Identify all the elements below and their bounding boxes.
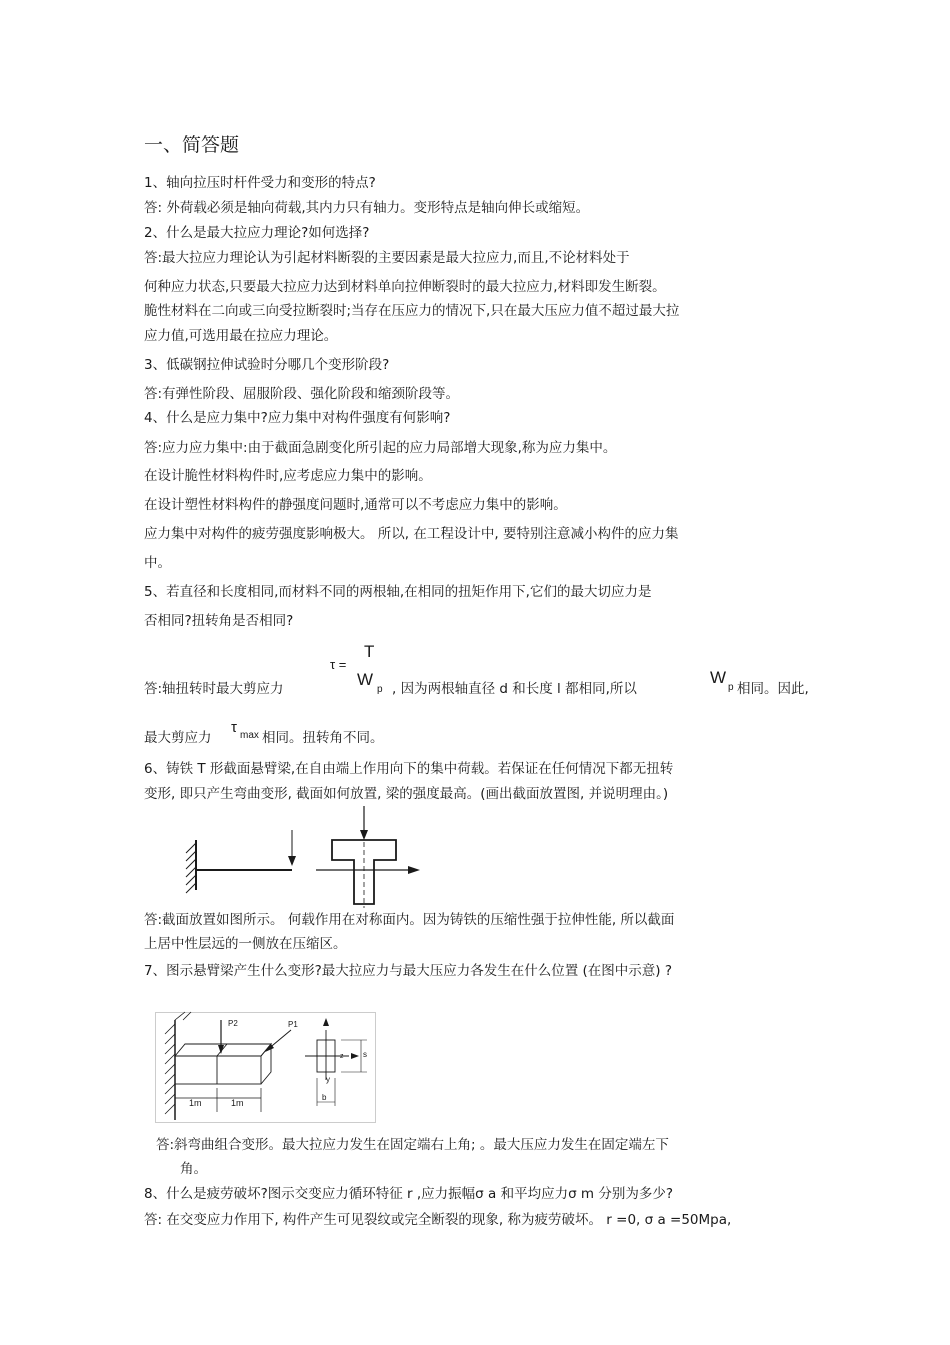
answer-4-line-4: 应力集中对构件的疲劳强度影响极大。 所以, 在工程设计中, 要特别注意减小构件的应力集 <box>144 526 679 542</box>
question-3: 3、低碳钢拉伸试验时分哪几个变形阶段? <box>144 357 390 373</box>
question-2: 2、什么是最大拉应力理论?如何选择? <box>144 225 370 241</box>
dimension-b-label: b <box>322 1093 327 1102</box>
answer-5-line-1-mid: , 因为两根轴直径 d 和长度 l 都相同,所以 <box>392 681 637 697</box>
answer-2-line-1: 答:最大拉应力理论认为引起材料断裂的主要因素是最大拉应力,而且,不论材料处于 <box>144 250 630 266</box>
dimension-s-label: s <box>363 1050 367 1059</box>
max-shear-symbol: τ <box>231 719 237 736</box>
dimension-1m-left: 1m <box>189 1098 202 1108</box>
max-shear-subscript: max <box>240 730 259 741</box>
axis-z-label: z <box>340 1053 344 1060</box>
cantilever-beam-figure <box>180 828 300 898</box>
answer-4-line-1: 答:应力应力集中:由于截面急剧变化所引起的应力局部增大现象,称为应力集中。 <box>144 440 617 456</box>
answer-7-line-2: 角。 <box>180 1161 207 1177</box>
section-title: 一、简答题 <box>144 134 240 156</box>
answer-4-line-2: 在设计脆性材料构件时,应考虑应力集中的影响。 <box>144 468 432 484</box>
section-modulus-subscript: p <box>728 682 734 693</box>
answer-6-line-1: 答:截面放置如图所示。 何载作用在对称面内。因为铸铁的压缩性强于拉伸性能, 所以截面 <box>144 912 675 928</box>
answer-5-line-1-end: 相同。因此, <box>737 681 809 697</box>
answer-6-line-2: 上居中性层远的一侧放在压缩区。 <box>144 936 347 952</box>
answer-8: 答: 在交变应力作用下, 构件产生可见裂纹或完全断裂的现象, 称为疲劳破坏。 r =0, σ a =50Mpa, <box>144 1212 732 1228</box>
answer-5-line-2-start: 最大剪应力 <box>144 730 212 746</box>
answer-2-line-2: 何种应力状态,只要最大拉应力达到材料单向拉伸断裂时的最大拉应力,材料即发生断裂。 <box>144 279 666 295</box>
formula-numerator: T <box>364 642 375 661</box>
answer-4-line-3: 在设计塑性材料构件的静强度问题时,通常可以不考虑应力集中的影响。 <box>144 497 567 513</box>
answer-5-line-1-start: 答:轴扭转时最大剪应力 <box>144 681 284 697</box>
question-4: 4、什么是应力集中?应力集中对构件强度有何影响? <box>144 410 451 426</box>
question-6-line-2: 变形, 即只产生弯曲变形, 截面如何放置, 梁的强度最高。(画出截面放置图, 并说明理由。) <box>144 786 669 802</box>
axis-y-label: y <box>326 1075 330 1084</box>
answer-3: 答:有弹性阶段、屈服阶段、强化阶段和缩颈阶段等。 <box>144 386 460 402</box>
formula-denominator: W <box>357 670 374 689</box>
answer-7-line-1: 答:斜弯曲组合变形。最大拉应力发生在固定端右上角; 。最大压应力发生在固定端左下 <box>156 1137 669 1153</box>
answer-2-line-4: 应力值,可选用最在拉应力理论。 <box>144 328 338 344</box>
formula-tau: τ = <box>330 657 347 672</box>
answer-5-line-2-end: 相同。扭转角不同。 <box>262 730 384 746</box>
question-1: 1、轴向拉压时杆件受力和变形的特点? <box>144 175 376 191</box>
answer-4-line-5: 中。 <box>144 555 171 571</box>
formula-subscript: p <box>377 684 383 695</box>
dimension-1m-right: 1m <box>231 1098 244 1108</box>
question-8: 8、什么是疲劳破坏?图示交变应力循环特征 r ,应力振幅σ a 和平均应力σ m 分别为多少? <box>144 1186 674 1202</box>
question-7: 7、图示悬臂梁产生什么变形?最大拉应力与最大压应力各发生在什么位置 (在图中示意) ? <box>144 963 673 979</box>
section-modulus-symbol: W <box>710 668 727 687</box>
t-section-figure <box>312 804 424 908</box>
question-5-line-2: 否相同?扭转角是否相同? <box>144 613 294 629</box>
question-6-line-1: 6、铸铁 T 形截面悬臂梁,在自由端上作用向下的集中荷载。若保证在任何情况下都无扭转 <box>144 761 674 777</box>
question-5-line-1: 5、若直径和长度相同,而材料不同的两根轴,在相同的扭矩作用下,它们的最大切应力是 <box>144 584 652 600</box>
load-p2-label: P2 <box>228 1019 238 1028</box>
answer-2-line-3: 脆性材料在二向或三向受拉断裂时;当存在压应力的情况下,只在最大压应力值不超过最大拉 <box>144 303 680 319</box>
load-p1-label: P1 <box>288 1020 298 1029</box>
answer-1: 答: 外荷载必须是轴向荷载,其内力只有轴力。变形特点是轴向伸长或缩短。 <box>144 200 590 216</box>
